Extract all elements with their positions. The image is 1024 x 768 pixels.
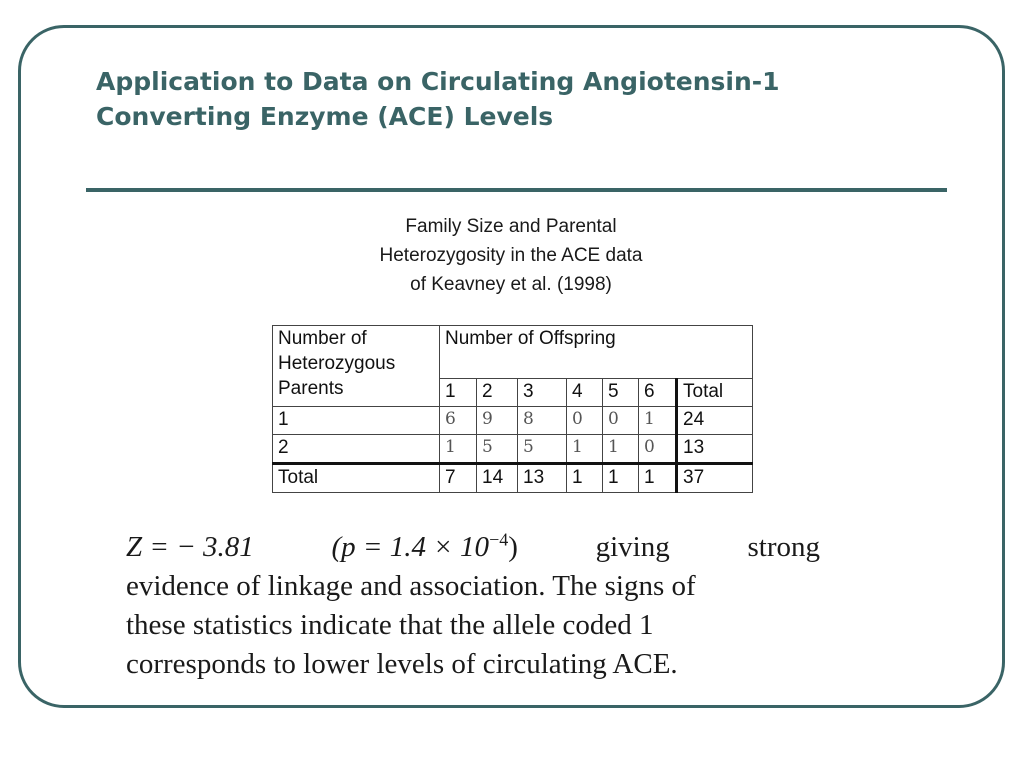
table-cell: 1 — [639, 407, 677, 435]
row-header-cell — [273, 326, 440, 407]
table-total-row — [273, 464, 753, 493]
total-row-label: Total — [273, 464, 440, 493]
word-giving: giving — [595, 531, 670, 563]
column-header: 2 — [477, 379, 518, 407]
table-cell: 6 — [440, 407, 477, 435]
column-header: 4 — [567, 379, 603, 407]
table-cell: 9 — [477, 407, 518, 435]
row-header-line-1: Number of — [278, 328, 367, 349]
p-value-close: ) — [508, 531, 518, 563]
table-cell: 0 — [567, 407, 603, 435]
paragraph-line-1 — [126, 528, 820, 567]
table-cell: 7 — [440, 464, 477, 493]
column-header: 6 — [639, 379, 677, 407]
grand-total: 37 — [677, 464, 753, 493]
column-header: 3 — [518, 379, 567, 407]
table-cell: 8 — [518, 407, 567, 435]
caption-line-2: Heterozygosity in the ACE data — [379, 245, 643, 266]
table-row — [273, 435, 753, 464]
table-cell: 1 — [567, 435, 603, 464]
caption-line-1: Family Size and Parental — [405, 216, 617, 237]
p-value-base: (p = 1.4 × 10 — [331, 531, 490, 563]
table-row — [273, 407, 753, 435]
title-line-2: Converting Enzyme (ACE) Levels — [96, 102, 554, 131]
row-total: 24 — [677, 407, 753, 435]
paragraph-line-2: evidence of linkage and association. The signs of — [126, 570, 696, 602]
row-total: 13 — [677, 435, 753, 464]
paragraph-line-4: corresponds to lower levels of circulating ACE. — [126, 648, 678, 680]
table-header-row — [273, 326, 753, 379]
z-statistic: Z = − 3.81 — [126, 531, 254, 563]
title-line-1: Application to Data on Circulating Angiotensin-1 — [96, 67, 780, 96]
offspring-header: Number of Offspring — [440, 326, 753, 379]
table-cell: 1 — [639, 464, 677, 493]
ace-family-table — [272, 325, 753, 493]
table-cell: 0 — [603, 407, 639, 435]
table-cell: 1 — [440, 435, 477, 464]
table-caption — [330, 212, 692, 299]
column-header: 5 — [603, 379, 639, 407]
word-strong: strong — [747, 531, 820, 563]
row-label: 2 — [273, 435, 440, 464]
slide-title — [96, 64, 780, 134]
row-header-line-2: Heterozygous — [278, 353, 396, 374]
row-header-line-3: Parents — [278, 378, 344, 399]
paragraph-line-3: these statistics indicate that the allele coded 1 — [126, 609, 654, 641]
p-value-exponent: −4 — [489, 529, 509, 550]
row-label: 1 — [273, 407, 440, 435]
column-header-total: Total — [677, 379, 753, 407]
conclusion-paragraph — [126, 528, 820, 684]
caption-line-3: of Keavney et al. (1998) — [410, 274, 612, 295]
table-cell: 1 — [603, 464, 639, 493]
table-cell: 5 — [518, 435, 567, 464]
table-cell: 5 — [477, 435, 518, 464]
table-cell: 14 — [477, 464, 518, 493]
table-cell: 0 — [639, 435, 677, 464]
table-cell: 13 — [518, 464, 567, 493]
table-cell: 1 — [567, 464, 603, 493]
table-cell: 1 — [603, 435, 639, 464]
column-header: 1 — [440, 379, 477, 407]
p-value — [332, 528, 518, 567]
title-divider — [86, 188, 947, 192]
